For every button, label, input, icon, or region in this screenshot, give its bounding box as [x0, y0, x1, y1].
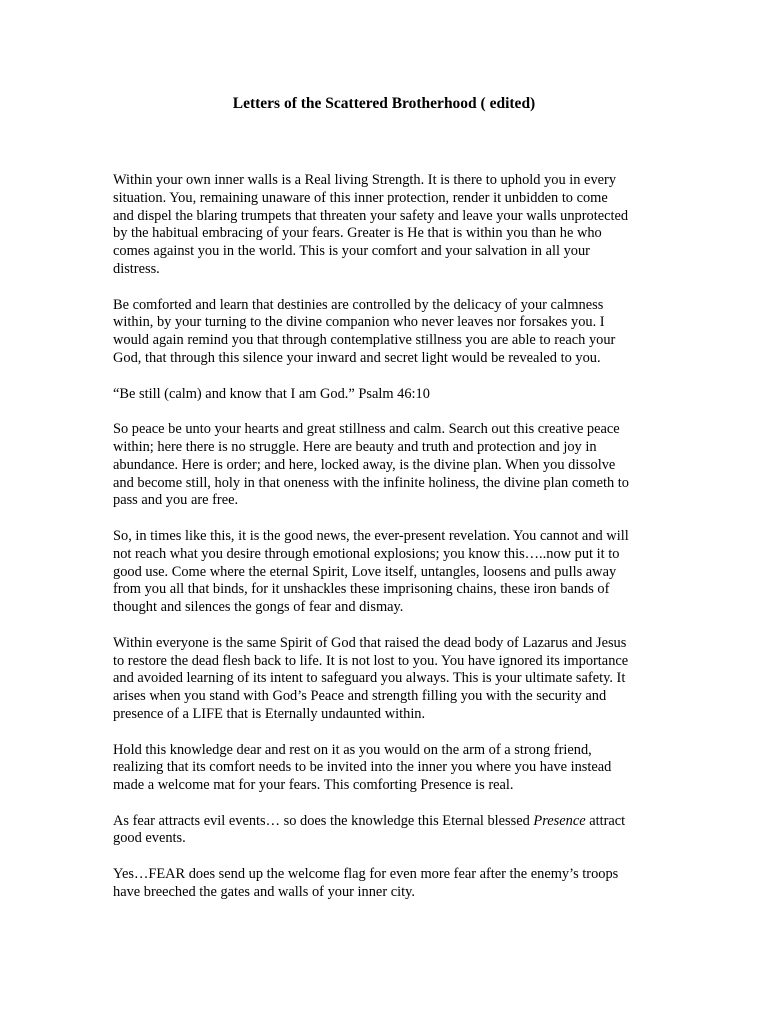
document-body: [113, 172, 661, 919]
text-line: and avoided learning of its intent to safeguard you always. This is your ultimate safety. It: [113, 670, 626, 687]
text-line: [113, 813, 661, 831]
text-run: attract: [585, 812, 626, 829]
paragraph-hold-knowledge: [113, 742, 661, 795]
paragraph-spirit-of-god: [113, 635, 661, 724]
text-line: So peace be unto your hearts and great stillness and calm. Search out this creative peace: [113, 421, 620, 438]
text-line: situation. You, remaining unaware of this inner protection, render it unbidden to come: [113, 189, 608, 206]
text-line: presence of a LIFE that is Eternally undaunted within.: [113, 705, 426, 722]
text-line: comes against you in the world. This is your comfort and your salvation in all your: [113, 243, 590, 260]
text-line: arises when you stand with God’s Peace and strength filling you with the security and: [113, 688, 607, 705]
paragraph-inner-strength: [113, 172, 661, 279]
text-line: by the habitual embracing of your fears. Greater is He that is within you than he who: [113, 225, 602, 242]
text-line: have breeched the gates and walls of your inner city.: [113, 883, 415, 900]
paragraph-psalm-quote: [113, 386, 661, 404]
paragraph-welcome-flag: [113, 866, 661, 902]
text-line: and dispel the blaring trumpets that threaten your safety and leave your walls unprotected: [113, 207, 629, 224]
text-line: God, that through this silence your inward and secret light would be revealed to you.: [113, 349, 601, 366]
text-line: not reach what you desire through emotional explosions; you know this…..now put it to: [113, 545, 620, 562]
text-line: good use. Come where the eternal Spirit, Love itself, untangles, loosens and pulls away: [113, 563, 617, 580]
paragraph-fear-attracts: [113, 813, 661, 849]
paragraph-be-comforted: [113, 297, 661, 368]
text-line: made a welcome mat for your fears. This comforting Presence is real.: [113, 777, 514, 794]
text-line: thought and silences the gongs of fear and dismay.: [113, 599, 404, 616]
text-line: good events.: [113, 830, 186, 847]
text-line: distress.: [113, 260, 160, 277]
text-line: and become still, holy in that oneness with the infinite holiness, the divine plan cometh to: [113, 474, 629, 491]
document-title: Letters of the Scattered Brotherhood ( edited): [232, 95, 536, 112]
text-line: Be comforted and learn that destinies are controlled by the delicacy of your calmness: [113, 296, 604, 313]
text-line: So, in times like this, it is the good news, the ever-present revelation. You cannot and will: [113, 527, 629, 544]
text-line: Hold this knowledge dear and rest on it as you would on the arm of a strong friend,: [113, 741, 592, 758]
text-line: from you all that binds, for it unshackles these imprisoning chains, these iron bands of: [113, 581, 610, 598]
paragraph-peace: [113, 421, 661, 510]
text-run: As fear attracts evil events… so does the knowledge this Eternal blessed: [113, 812, 534, 829]
text-line: pass and you are free.: [113, 492, 239, 509]
paragraph-good-news: [113, 528, 661, 617]
text-line: would again remind you that through contemplative stillness you are able to reach your: [113, 332, 616, 349]
text-line: within; here there is no struggle. Here are beauty and truth and protection and joy in: [113, 438, 597, 455]
text-line: Within everyone is the same Spirit of God that raised the dead body of Lazarus and Jesus: [113, 634, 627, 651]
text-line: to restore the dead flesh back to life. It is not lost to you. You have ignored its importance: [113, 652, 629, 669]
text-line: Within your own inner walls is a Real living Strength. It is there to uphold you in every: [113, 172, 617, 188]
text-line: Yes…FEAR does send up the welcome flag for even more fear after the enemy’s troops: [113, 866, 619, 883]
text-line: abundance. Here is order; and here, locked away, is the divine plan. When you dissolve: [113, 456, 616, 473]
text-line: realizing that its comfort needs to be invited into the inner you where you have instead: [113, 759, 612, 776]
text-line: “Be still (calm) and know that I am God.” Psalm 46:10: [113, 385, 430, 402]
text-line: within, by your turning to the divine companion who never leaves nor forsakes you. I: [113, 314, 605, 331]
emphasis-presence: Presence: [533, 812, 586, 829]
